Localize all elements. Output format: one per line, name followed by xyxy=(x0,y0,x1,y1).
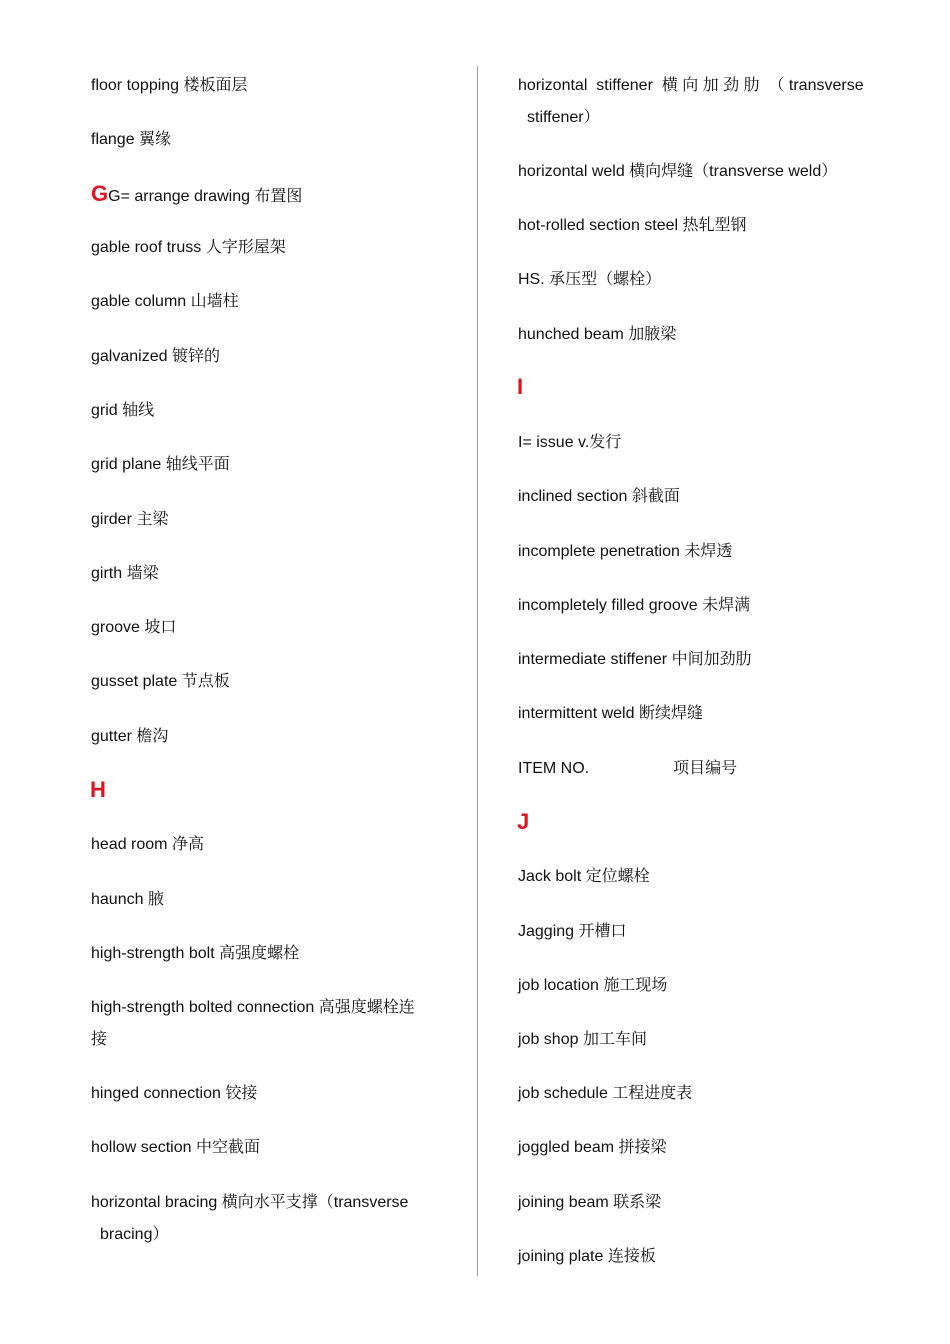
entry-jack-bolt xyxy=(518,861,650,893)
entry-hsbc-line1: high-strength bolted connection 高强度螺栓连 xyxy=(91,999,415,1016)
entry-item-no-cn: 项目编号 xyxy=(673,760,738,777)
entry-floor-topping: floor topping 楼板面层 xyxy=(91,77,248,94)
entry-horizontal-weld: horizontal weld 横向焊缝（transverse weld） xyxy=(518,163,838,180)
entry-job-location: job location 施工现场 xyxy=(518,977,668,994)
entry-gusset-plate: gusset plate 节点板 xyxy=(91,673,230,690)
entry-high-strength-bolted-connection xyxy=(91,992,415,1056)
entry-item-no xyxy=(518,753,737,785)
entry-grid: grid 轴线 xyxy=(91,402,155,419)
entry-item-no-en: ITEM NO. xyxy=(518,760,590,777)
section-letter-g: G xyxy=(91,181,109,206)
entry-joining-plate: joining plate 连接板 xyxy=(518,1248,656,1265)
entry-horizontal-stiffener xyxy=(518,70,864,134)
entry-hunched-beam: hunched beam 加腋梁 xyxy=(518,326,677,343)
entry-head-room: head room 净高 xyxy=(91,836,204,853)
entry-galvanized: galvanized 镀锌的 xyxy=(91,348,220,365)
entry-horiz-stiffener-line2: stiffener） xyxy=(527,109,600,126)
entry-hot-rolled-section-steel: hot-rolled section steel 热轧型钢 xyxy=(518,217,747,234)
entry-jagging: Jagging 开槽口 xyxy=(518,923,627,940)
entry-high-strength-bolt: high-strength bolt 高强度螺栓 xyxy=(91,945,300,962)
entry-hsbc-line2: 接 xyxy=(91,1031,108,1048)
entry-g-arrange-drawing xyxy=(91,178,302,213)
entry-joining-beam: joining beam 联系梁 xyxy=(518,1194,662,1211)
entry-grid-plane: grid plane 轴线平面 xyxy=(91,456,230,473)
entry-job-schedule: job schedule 工程进度表 xyxy=(518,1085,693,1102)
entry-flange: flange 翼缘 xyxy=(91,131,172,148)
section-letter-i: I xyxy=(517,374,524,399)
entry-girder: girder 主梁 xyxy=(91,511,169,528)
entry-horiz-bracing-line1: horizontal bracing 横向水平支撑（transverse xyxy=(91,1194,409,1211)
entry-gable-column: gable column 山墙柱 xyxy=(91,293,239,310)
entry-gable-roof-truss: gable roof truss 人字形屋架 xyxy=(91,239,286,256)
entry-horiz-stiffener-line1: horizontal stiffener 横 向 加 劲 肋 （ transverse xyxy=(518,77,864,94)
entry-hinged-connection: hinged connection 铰接 xyxy=(91,1085,258,1102)
entry-g-text: G= arrange drawing 布置图 xyxy=(108,188,303,205)
entry-inclined-section: inclined section 斜截面 xyxy=(518,488,680,505)
entry-incomplete-penetration: incomplete penetration 未焊透 xyxy=(518,543,733,560)
entry-i-issue: I= issue v.发行 xyxy=(518,434,622,451)
entry-hs: HS. 承压型（螺栓） xyxy=(518,271,662,288)
entry-joggled-beam: joggled beam 拼接梁 xyxy=(518,1139,667,1156)
entry-jack-bolt-cn: 定位螺栓 xyxy=(585,868,650,885)
column-divider xyxy=(477,66,478,1276)
entry-job-shop: job shop 加工车间 xyxy=(518,1031,647,1048)
section-letter-j: J xyxy=(517,809,530,834)
section-letter-h: H xyxy=(90,777,106,802)
entry-groove: groove 坡口 xyxy=(91,619,177,636)
entry-jack-bolt-en: Jack bolt xyxy=(518,868,586,885)
entry-horiz-bracing-line2: bracing） xyxy=(100,1226,169,1243)
entry-intermediate-stiffener: intermediate stiffener 中间加劲肋 xyxy=(518,651,752,668)
entry-girth: girth 墙梁 xyxy=(91,565,159,582)
entry-hollow-section: hollow section 中空截面 xyxy=(91,1139,260,1156)
entry-horizontal-bracing xyxy=(91,1187,408,1251)
entry-incompletely-filled-groove: incompletely filled groove 未焊满 xyxy=(518,597,751,614)
entry-intermittent-weld: intermittent weld 断续焊缝 xyxy=(518,705,703,722)
entry-haunch: haunch 腋 xyxy=(91,891,164,908)
entry-gutter: gutter 檐沟 xyxy=(91,728,169,745)
